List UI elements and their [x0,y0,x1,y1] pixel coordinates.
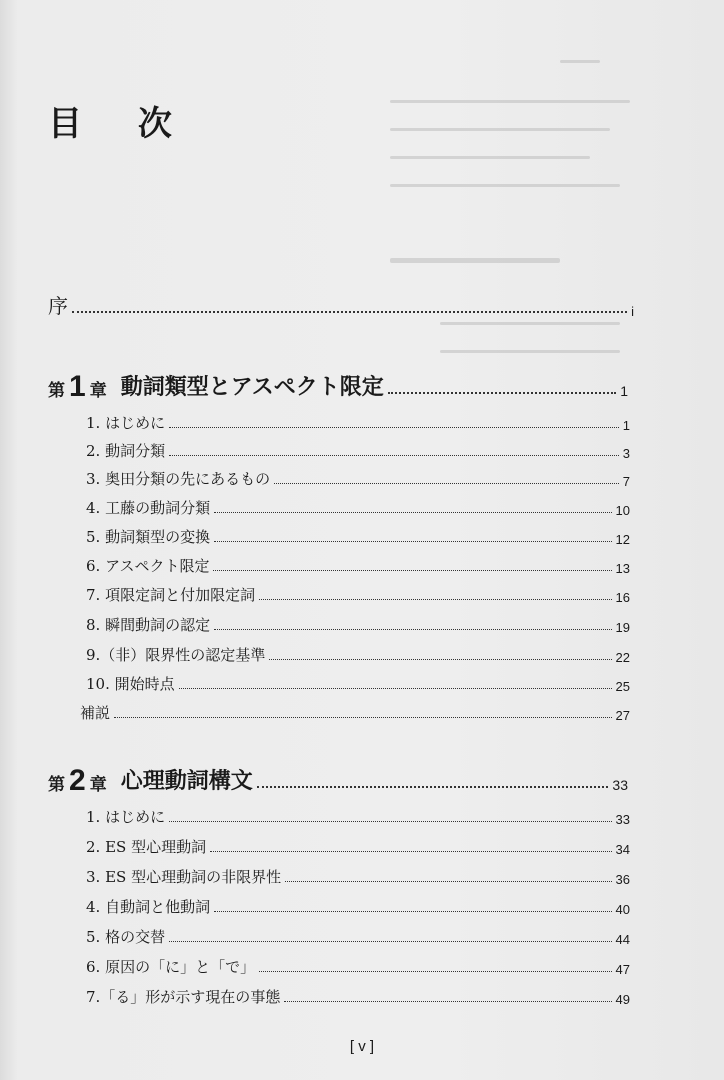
toc-item-page: 19 [615,620,630,635]
toc-item-text: 6. 原因の「に」と「で」 [86,958,256,976]
chapter-number: 2 [69,764,86,797]
toc-item-text: 7. 項限定詞と付加限定詞 [86,586,256,604]
toc-item-page: 12 [615,532,630,547]
toc-item-page: 33 [615,812,630,827]
toc-item-text: 7.「る」形が示す現在の事態 [86,988,281,1006]
toc-item [86,440,630,461]
dot-leader [210,850,611,852]
dot-leader [388,391,616,394]
toc-item [86,956,630,977]
dot-leader [169,820,611,822]
toc-item-page: 7 [622,474,630,489]
bleed-through [390,128,610,131]
bleed-through [440,350,620,353]
dot-leader [214,540,611,542]
dot-leader [285,880,611,882]
toc-item-page: 22 [615,650,630,665]
chapter-prefix: 第 [48,381,65,401]
toc-item [86,644,630,665]
toc-item [86,806,630,827]
dot-leader [169,454,619,456]
toc-item-page: 49 [615,992,630,1007]
toc-item-text: 3. ES 型心理動詞の非限界性 [86,868,282,886]
dot-leader [259,970,611,972]
toc-item-page: 47 [615,962,630,977]
toc-item [86,986,630,1007]
chapter-prefix: 第 [48,775,65,795]
bleed-through [440,322,620,325]
toc-preface [48,290,634,319]
toc-item-page: 10 [615,503,630,518]
toc-item-page: 27 [615,708,630,723]
toc-item-page: 3 [622,446,630,461]
toc-item-text: 補説 [80,704,111,722]
page-number-footer: [ v ] [349,1038,375,1055]
toc-item-page: 40 [615,902,630,917]
toc-item [86,896,630,917]
dot-leader [213,569,611,571]
toc-item-text: 8. 瞬間動詞の認定 [86,616,211,634]
toc-item [86,412,630,433]
toc-item [86,866,630,887]
chapter-number: 1 [69,370,86,403]
chapter-suffix: 章 [89,381,107,401]
bleed-through [390,184,620,187]
chapter-page: 1 [620,383,628,399]
toc-item-page: 25 [615,679,630,694]
toc-item [86,926,630,947]
toc-item-text: 6. アスペクト限定 [86,557,210,575]
toc-item [86,584,630,605]
chapter-heading [48,764,628,795]
dot-leader [179,687,612,689]
dot-leader [169,426,619,428]
dot-leader [72,310,627,313]
toc-item-text: 4. 工藤の動詞分類 [86,499,211,517]
dot-leader [269,658,611,660]
toc-item-text: 10. 開始時点 [86,675,175,693]
dot-leader [259,598,611,600]
chapter-title: 心理動詞構文 [120,768,253,794]
page-title: 目 次 [48,104,194,144]
toc-item-text: 5. 格の交替 [86,928,166,946]
toc-item-text: 3. 奥田分類の先にあるもの [86,470,271,488]
toc-item [80,702,630,723]
dot-leader [114,716,612,718]
toc-item-page: 1 [622,418,630,433]
toc-item [86,836,630,857]
toc-item-text: 2. ES 型心理動詞 [86,838,207,856]
toc-item-text: 9.（非）限界性の認定基準 [86,646,266,664]
dot-leader [257,785,609,788]
chapter-page: 33 [612,777,628,793]
toc-item-text: 4. 自動詞と他動詞 [86,898,211,916]
toc-item-page: 36 [615,872,630,887]
chapter-title: 動詞類型とアスペクト限定 [120,374,384,400]
toc-item [86,673,630,694]
toc-item-text: 1. はじめに [86,414,166,432]
toc-item [86,555,630,576]
bleed-through [560,60,600,63]
toc-item [86,468,630,489]
dot-leader [284,1000,611,1002]
preface-label: 序 [48,294,68,318]
bleed-through [390,100,630,103]
toc-item [86,497,630,518]
dot-leader [214,910,611,912]
chapter-heading [48,370,628,401]
preface-page: i [631,304,634,319]
toc-item-page: 34 [615,842,630,857]
toc-item-text: 5. 動詞類型の変換 [86,528,211,546]
toc-item-page: 13 [615,561,630,576]
toc-item [86,614,630,635]
dot-leader [169,940,611,942]
toc-item-text: 1. はじめに [86,808,166,826]
toc-item-text: 2. 動詞分類 [86,442,166,460]
dot-leader [214,628,611,630]
dot-leader [274,482,619,484]
bleed-through [390,258,560,263]
toc-item [86,526,630,547]
bleed-through [390,156,590,159]
toc-item-page: 16 [615,590,630,605]
chapter-suffix: 章 [89,775,107,795]
toc-item-page: 44 [615,932,630,947]
dot-leader [214,511,611,513]
